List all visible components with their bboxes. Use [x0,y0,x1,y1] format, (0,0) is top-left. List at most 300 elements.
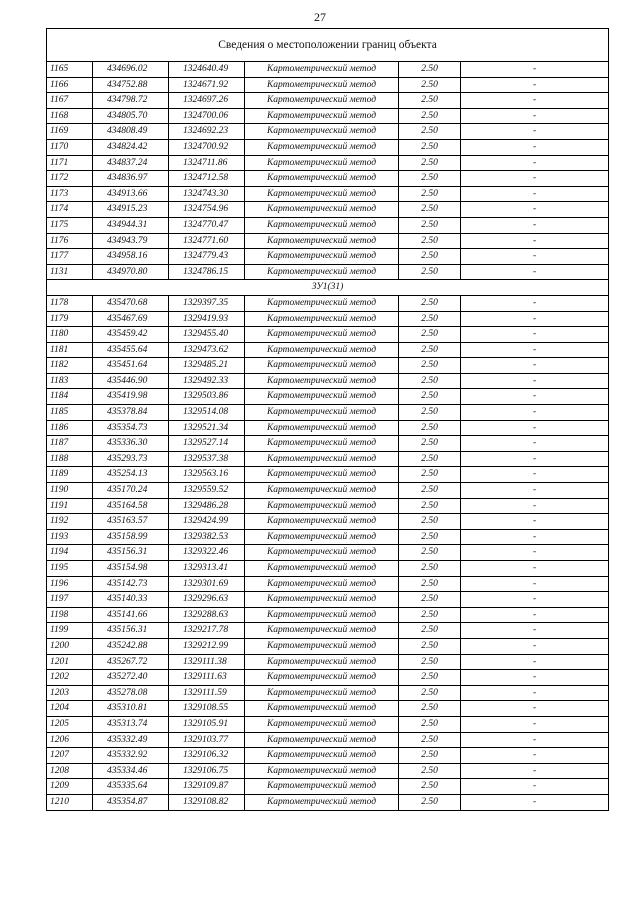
cell-method: Картометрический метод [245,311,399,327]
cell-coord-y: 1324779.43 [169,249,245,265]
cell-note: - [461,545,609,561]
cell-accuracy: 2.50 [399,249,461,265]
cell-method: Картометрический метод [245,124,399,140]
cell-coord-y: 1329521.34 [169,420,245,436]
table-row [47,623,609,639]
cell-point-number: 1199 [47,623,93,639]
table-row [47,763,609,779]
cell-accuracy: 2.50 [399,202,461,218]
cell-point-number: 1177 [47,249,93,265]
cell-coord-y: 1329105.91 [169,716,245,732]
cell-point-number: 1192 [47,514,93,530]
cell-point-number: 1189 [47,467,93,483]
cell-accuracy: 2.50 [399,108,461,124]
cell-coord-y: 1329514.08 [169,405,245,421]
cell-point-number: 1185 [47,405,93,421]
cell-coord-x: 435164.58 [93,498,169,514]
cell-point-number: 1205 [47,716,93,732]
cell-method: Картометрический метод [245,171,399,187]
cell-method: Картометрический метод [245,389,399,405]
cell-coord-x: 434808.49 [93,124,169,140]
cell-method: Картометрический метод [245,716,399,732]
cell-point-number: 1207 [47,748,93,764]
cell-coord-x: 435313.74 [93,716,169,732]
cell-coord-x: 435272.40 [93,670,169,686]
cell-coord-y: 1324743.30 [169,186,245,202]
cell-point-number: 1198 [47,607,93,623]
table-row [47,436,609,452]
cell-coord-y: 1329103.77 [169,732,245,748]
cell-point-number: 1202 [47,670,93,686]
cell-note: - [461,514,609,530]
cell-coord-x: 435310.81 [93,701,169,717]
table-title-row [47,29,609,62]
cell-method: Картометрический метод [245,748,399,764]
table-title: Сведения о местоположении границ объекта [47,29,609,62]
cell-method: Картометрический метод [245,592,399,608]
cell-accuracy: 2.50 [399,186,461,202]
cell-coord-y: 1324771.60 [169,233,245,249]
cell-point-number: 1170 [47,139,93,155]
cell-accuracy: 2.50 [399,716,461,732]
cell-coord-x: 435278.08 [93,685,169,701]
cell-accuracy: 2.50 [399,483,461,499]
table-row [47,483,609,499]
cell-accuracy: 2.50 [399,592,461,608]
cell-accuracy: 2.50 [399,748,461,764]
cell-coord-y: 1329486.28 [169,498,245,514]
cell-coord-y: 1329322.46 [169,545,245,561]
table-row [47,358,609,374]
cell-accuracy: 2.50 [399,561,461,577]
cell-accuracy: 2.50 [399,685,461,701]
cell-method: Картометрический метод [245,545,399,561]
cell-note: - [461,108,609,124]
table-row [47,389,609,405]
cell-method: Картометрический метод [245,654,399,670]
cell-note: - [461,576,609,592]
cell-method: Картометрический метод [245,93,399,109]
cell-note: - [461,93,609,109]
cell-method: Картометрический метод [245,233,399,249]
table-row [47,202,609,218]
cell-accuracy: 2.50 [399,342,461,358]
cell-point-number: 1196 [47,576,93,592]
cell-accuracy: 2.50 [399,217,461,233]
table-row [47,373,609,389]
cell-accuracy: 2.50 [399,139,461,155]
cell-accuracy: 2.50 [399,670,461,686]
cell-method: Картометрический метод [245,467,399,483]
cell-coord-x: 435334.46 [93,763,169,779]
cell-point-number: 1187 [47,436,93,452]
table-row [47,732,609,748]
cell-coord-y: 1329313.41 [169,561,245,577]
cell-note: - [461,420,609,436]
cell-coord-x: 434970.80 [93,264,169,280]
table-row [47,607,609,623]
cell-point-number: 1188 [47,451,93,467]
cell-coord-x: 434958.16 [93,249,169,265]
cell-method: Картометрический метод [245,483,399,499]
cell-point-number: 1178 [47,295,93,311]
cell-coord-y: 1329537.38 [169,451,245,467]
cell-note: - [461,311,609,327]
cell-method: Картометрический метод [245,561,399,577]
cell-note: - [461,295,609,311]
cell-coord-x: 434837.24 [93,155,169,171]
table-row [47,498,609,514]
cell-note: - [461,358,609,374]
cell-method: Картометрический метод [245,436,399,452]
cell-coord-y: 1324692.23 [169,124,245,140]
table-row [47,233,609,249]
table-row [47,217,609,233]
cell-coord-x: 434915.23 [93,202,169,218]
cell-method: Картометрический метод [245,249,399,265]
cell-accuracy: 2.50 [399,545,461,561]
cell-note: - [461,670,609,686]
cell-coord-x: 434798.72 [93,93,169,109]
cell-coord-x: 435451.64 [93,358,169,374]
cell-note: - [461,264,609,280]
cell-coord-x: 434836.97 [93,171,169,187]
table-row [47,77,609,93]
cell-point-number: 1208 [47,763,93,779]
cell-method: Картометрический метод [245,732,399,748]
cell-point-number: 1203 [47,685,93,701]
cell-coord-x: 435293.73 [93,451,169,467]
cell-point-number: 1210 [47,794,93,810]
cell-note: - [461,701,609,717]
cell-note: - [461,155,609,171]
cell-coord-y: 1329397.35 [169,295,245,311]
table-row [47,295,609,311]
cell-coord-y: 1329424.99 [169,514,245,530]
cell-coord-x: 435254.13 [93,467,169,483]
cell-method: Картометрический метод [245,405,399,421]
cell-point-number: 1191 [47,498,93,514]
cell-accuracy: 2.50 [399,155,461,171]
cell-coord-x: 434824.42 [93,139,169,155]
cell-coord-y: 1324711.86 [169,155,245,171]
cell-accuracy: 2.50 [399,62,461,78]
cell-point-number: 1201 [47,654,93,670]
table-row [47,545,609,561]
cell-method: Картометрический метод [245,264,399,280]
cell-note: - [461,607,609,623]
cell-coord-x: 435140.33 [93,592,169,608]
cell-method: Картометрический метод [245,623,399,639]
cell-method: Картометрический метод [245,576,399,592]
cell-note: - [461,483,609,499]
cell-note: - [461,748,609,764]
cell-note: - [461,467,609,483]
cell-method: Картометрический метод [245,794,399,810]
cell-accuracy: 2.50 [399,779,461,795]
cell-coord-y: 1324700.92 [169,139,245,155]
cell-coord-x: 434696.02 [93,62,169,78]
cell-coord-x: 435459.42 [93,327,169,343]
cell-note: - [461,638,609,654]
cell-note: - [461,327,609,343]
cell-coord-y: 1329503.86 [169,389,245,405]
cell-point-number: 1172 [47,171,93,187]
cell-accuracy: 2.50 [399,638,461,654]
cell-note: - [461,139,609,155]
cell-point-number: 1204 [47,701,93,717]
cell-accuracy: 2.50 [399,389,461,405]
cell-coord-y: 1324640.49 [169,62,245,78]
cell-coord-y: 1324700.06 [169,108,245,124]
cell-coord-x: 434752.88 [93,77,169,93]
cell-accuracy: 2.50 [399,732,461,748]
cell-coord-y: 1329109.87 [169,779,245,795]
cell-point-number: 1182 [47,358,93,374]
cell-coord-x: 435158.99 [93,529,169,545]
table-row [47,62,609,78]
cell-note: - [461,794,609,810]
table-row [47,327,609,343]
cell-accuracy: 2.50 [399,124,461,140]
cell-method: Картометрический метод [245,358,399,374]
cell-point-number: 1173 [47,186,93,202]
cell-method: Картометрический метод [245,514,399,530]
cell-point-number: 1174 [47,202,93,218]
cell-point-number: 1168 [47,108,93,124]
cell-note: - [461,592,609,608]
cell-coord-y: 1324786.15 [169,264,245,280]
cell-method: Картометрический метод [245,62,399,78]
cell-method: Картометрический метод [245,186,399,202]
cell-point-number: 1209 [47,779,93,795]
cell-accuracy: 2.50 [399,794,461,810]
cell-method: Картометрический метод [245,451,399,467]
cell-method: Картометрический метод [245,202,399,218]
table-row [47,529,609,545]
table-row [47,420,609,436]
cell-note: - [461,373,609,389]
cell-note: - [461,763,609,779]
cell-point-number: 1184 [47,389,93,405]
table-row [47,342,609,358]
boundary-coordinates-table [46,28,609,811]
cell-accuracy: 2.50 [399,295,461,311]
table-row [47,592,609,608]
cell-coord-x: 435446.90 [93,373,169,389]
cell-coord-x: 435156.31 [93,545,169,561]
table-row [47,139,609,155]
section-label: ЗУ1(31) [47,280,609,296]
cell-point-number: 1169 [47,124,93,140]
cell-coord-x: 435267.72 [93,654,169,670]
table-row [47,670,609,686]
cell-point-number: 1193 [47,529,93,545]
cell-coord-x: 434944.31 [93,217,169,233]
cell-method: Картометрический метод [245,529,399,545]
cell-coord-x: 435419.98 [93,389,169,405]
cell-coord-x: 435455.64 [93,342,169,358]
cell-method: Картометрический метод [245,420,399,436]
cell-point-number: 1195 [47,561,93,577]
cell-coord-y: 1324697.26 [169,93,245,109]
cell-coord-x: 435467.69 [93,311,169,327]
cell-coord-x: 435354.73 [93,420,169,436]
cell-method: Картометрический метод [245,108,399,124]
table-row [47,716,609,732]
cell-coord-y: 1329296.63 [169,592,245,608]
cell-accuracy: 2.50 [399,701,461,717]
table-row [47,249,609,265]
cell-point-number: 1181 [47,342,93,358]
cell-coord-y: 1329485.21 [169,358,245,374]
cell-coord-x: 434913.66 [93,186,169,202]
cell-method: Картометрический метод [245,701,399,717]
cell-point-number: 1176 [47,233,93,249]
cell-accuracy: 2.50 [399,93,461,109]
cell-coord-y: 1329212.99 [169,638,245,654]
table-row [47,576,609,592]
cell-coord-y: 1329108.55 [169,701,245,717]
cell-coord-y: 1329455.40 [169,327,245,343]
cell-accuracy: 2.50 [399,514,461,530]
cell-note: - [461,623,609,639]
cell-coord-y: 1329106.32 [169,748,245,764]
cell-method: Картометрический метод [245,327,399,343]
table-row [47,561,609,577]
cell-method: Картометрический метод [245,77,399,93]
cell-coord-x: 435142.73 [93,576,169,592]
cell-coord-x: 435470.68 [93,295,169,311]
cell-accuracy: 2.50 [399,171,461,187]
page-number: 27 [314,10,326,24]
cell-note: - [461,171,609,187]
cell-method: Картометрический метод [245,685,399,701]
cell-coord-x: 435154.98 [93,561,169,577]
table-row [47,685,609,701]
cell-note: - [461,405,609,421]
cell-coord-x: 435156.31 [93,623,169,639]
cell-accuracy: 2.50 [399,420,461,436]
cell-note: - [461,77,609,93]
cell-point-number: 1171 [47,155,93,171]
table-row [47,654,609,670]
cell-point-number: 1197 [47,592,93,608]
cell-coord-y: 1329111.38 [169,654,245,670]
table-row [47,171,609,187]
table-row [47,405,609,421]
cell-coord-x: 435354.87 [93,794,169,810]
cell-note: - [461,202,609,218]
table-row [47,186,609,202]
cell-point-number: 1131 [47,264,93,280]
cell-accuracy: 2.50 [399,763,461,779]
cell-note: - [461,62,609,78]
table-row [47,124,609,140]
table-row [47,638,609,654]
table-row [47,264,609,280]
cell-method: Картометрический метод [245,217,399,233]
table-row [47,514,609,530]
cell-note: - [461,389,609,405]
cell-accuracy: 2.50 [399,654,461,670]
cell-coord-y: 1329301.69 [169,576,245,592]
cell-coord-y: 1329106.75 [169,763,245,779]
cell-accuracy: 2.50 [399,358,461,374]
cell-accuracy: 2.50 [399,233,461,249]
cell-coord-y: 1324671.92 [169,77,245,93]
cell-coord-x: 434805.70 [93,108,169,124]
cell-coord-y: 1329559.52 [169,483,245,499]
cell-accuracy: 2.50 [399,623,461,639]
cell-coord-x: 435163.57 [93,514,169,530]
cell-method: Картометрический метод [245,498,399,514]
cell-note: - [461,654,609,670]
cell-note: - [461,561,609,577]
cell-accuracy: 2.50 [399,467,461,483]
cell-coord-y: 1329473.62 [169,342,245,358]
cell-accuracy: 2.50 [399,311,461,327]
table-row [47,794,609,810]
cell-accuracy: 2.50 [399,451,461,467]
table-row [47,748,609,764]
cell-coord-y: 1329111.63 [169,670,245,686]
cell-point-number: 1206 [47,732,93,748]
cell-method: Картометрический метод [245,763,399,779]
table-row [47,467,609,483]
cell-note: - [461,217,609,233]
cell-method: Картометрический метод [245,607,399,623]
cell-method: Картометрический метод [245,295,399,311]
cell-accuracy: 2.50 [399,327,461,343]
cell-point-number: 1179 [47,311,93,327]
table-row [47,311,609,327]
cell-accuracy: 2.50 [399,264,461,280]
cell-point-number: 1165 [47,62,93,78]
cell-point-number: 1180 [47,327,93,343]
cell-coord-x: 435141.66 [93,607,169,623]
table-row [47,779,609,795]
cell-coord-x: 435242.88 [93,638,169,654]
cell-coord-y: 1329492.33 [169,373,245,389]
table-row [47,701,609,717]
cell-method: Картометрический метод [245,779,399,795]
table-row [47,93,609,109]
cell-coord-x: 435332.92 [93,748,169,764]
cell-method: Картометрический метод [245,373,399,389]
cell-coord-y: 1329108.82 [169,794,245,810]
cell-note: - [461,732,609,748]
cell-coord-y: 1329217.78 [169,623,245,639]
cell-coord-x: 435335.64 [93,779,169,795]
cell-coord-x: 435170.24 [93,483,169,499]
section-header-row [47,280,609,296]
cell-point-number: 1194 [47,545,93,561]
cell-coord-y: 1329527.14 [169,436,245,452]
cell-method: Картометрический метод [245,342,399,358]
cell-coord-y: 1324754.96 [169,202,245,218]
cell-method: Картометрический метод [245,638,399,654]
table-row [47,451,609,467]
table-row [47,108,609,124]
cell-note: - [461,451,609,467]
cell-coord-y: 1329111.59 [169,685,245,701]
cell-accuracy: 2.50 [399,405,461,421]
cell-accuracy: 2.50 [399,498,461,514]
cell-coord-y: 1329419.93 [169,311,245,327]
cell-coord-y: 1329382.53 [169,529,245,545]
cell-accuracy: 2.50 [399,607,461,623]
